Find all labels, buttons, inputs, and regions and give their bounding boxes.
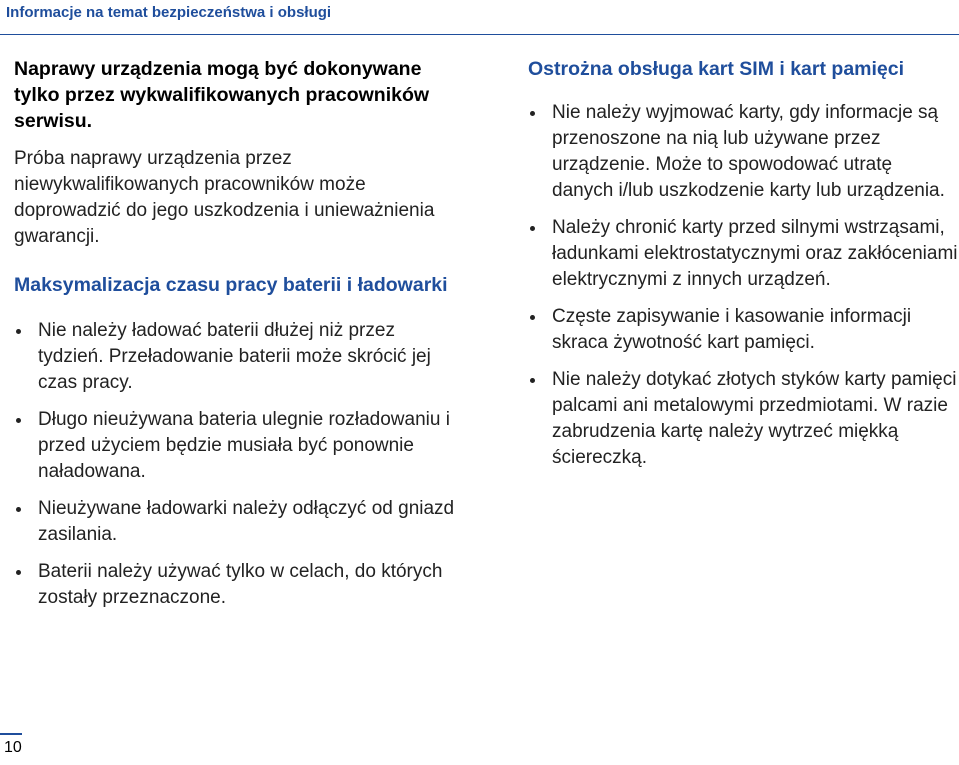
- list-item-text: Długo nieużywana bateria ulegnie rozładowaniu i przed użyciem będzie musiała być ponownie naładowana.: [38, 409, 450, 482]
- bullet-icon: [16, 507, 21, 512]
- list-item-text: Baterii należy używać tylko w celach, do których zostały przeznaczone.: [38, 561, 443, 608]
- repair-note: Próba naprawy urządzenia przez niewykwalifikowanych pracowników może doprowadzić do jego uszkodzenia i unieważnienia gwarancji.: [14, 148, 435, 247]
- list-item: [528, 304, 958, 356]
- page-number: 10: [4, 739, 22, 756]
- list-item-text: Nieużywane ładowarki należy odłączyć od gniazd zasilania.: [38, 498, 455, 545]
- list-item-text: Częste zapisywanie i kasowanie informacji skraca żywotność kart pamięci.: [552, 306, 912, 353]
- list-item: [528, 215, 958, 293]
- bullet-icon: [530, 111, 535, 116]
- list-item: [14, 559, 464, 611]
- bullet-icon: [16, 329, 21, 334]
- list-item: [528, 367, 958, 471]
- list-item: [528, 100, 958, 204]
- bullet-icon: [530, 226, 535, 231]
- list-item: [14, 318, 464, 396]
- list-item-text: Nie należy dotykać złotych styków karty pamięci palcami ani metalowymi przedmiotami. W razie zabrudzenia kartę należy wytrzeć miękką ściereczką.: [552, 369, 957, 468]
- bullet-icon: [530, 378, 535, 383]
- page-number-box: [0, 733, 22, 765]
- list-item: [14, 496, 464, 548]
- repair-warning: Naprawy urządzenia mogą być dokonywane tylko przez wykwalifikowanych pracowników serwisu.: [14, 58, 430, 132]
- cards-list: [528, 100, 958, 471]
- list-item-text: Nie należy ładować baterii dłużej niż przez tydzień. Przeładowanie baterii może skrócić jej czas pracy.: [38, 320, 431, 393]
- bullet-icon: [16, 570, 21, 575]
- list-item-text: Nie należy wyjmować karty, gdy informacje są przenoszone na nią lub używane przez urządzenie. Może to spowodować utratę danych i/lub uszkodzenie karty lub urządzenia.: [552, 102, 945, 201]
- list-item-text: Należy chronić karty przed silnymi wstrząsami, ładunkami elektrostatycznymi oraz zakłóceniami elektrycznymi z innych urządzeń.: [552, 217, 958, 290]
- battery-list: [14, 318, 464, 611]
- section-title: Informacje na temat bezpieczeństwa i obsługi: [6, 4, 332, 21]
- bullet-icon: [16, 418, 21, 423]
- running-header: [0, 0, 959, 35]
- right-column: [528, 56, 958, 482]
- list-item: [14, 407, 464, 485]
- cards-heading: Ostrożna obsługa kart SIM i kart pamięci: [528, 58, 905, 80]
- bullet-icon: [530, 315, 535, 320]
- left-column: [14, 56, 464, 622]
- battery-heading: Maksymalizacja czasu pracy baterii i ładowarki: [14, 274, 448, 296]
